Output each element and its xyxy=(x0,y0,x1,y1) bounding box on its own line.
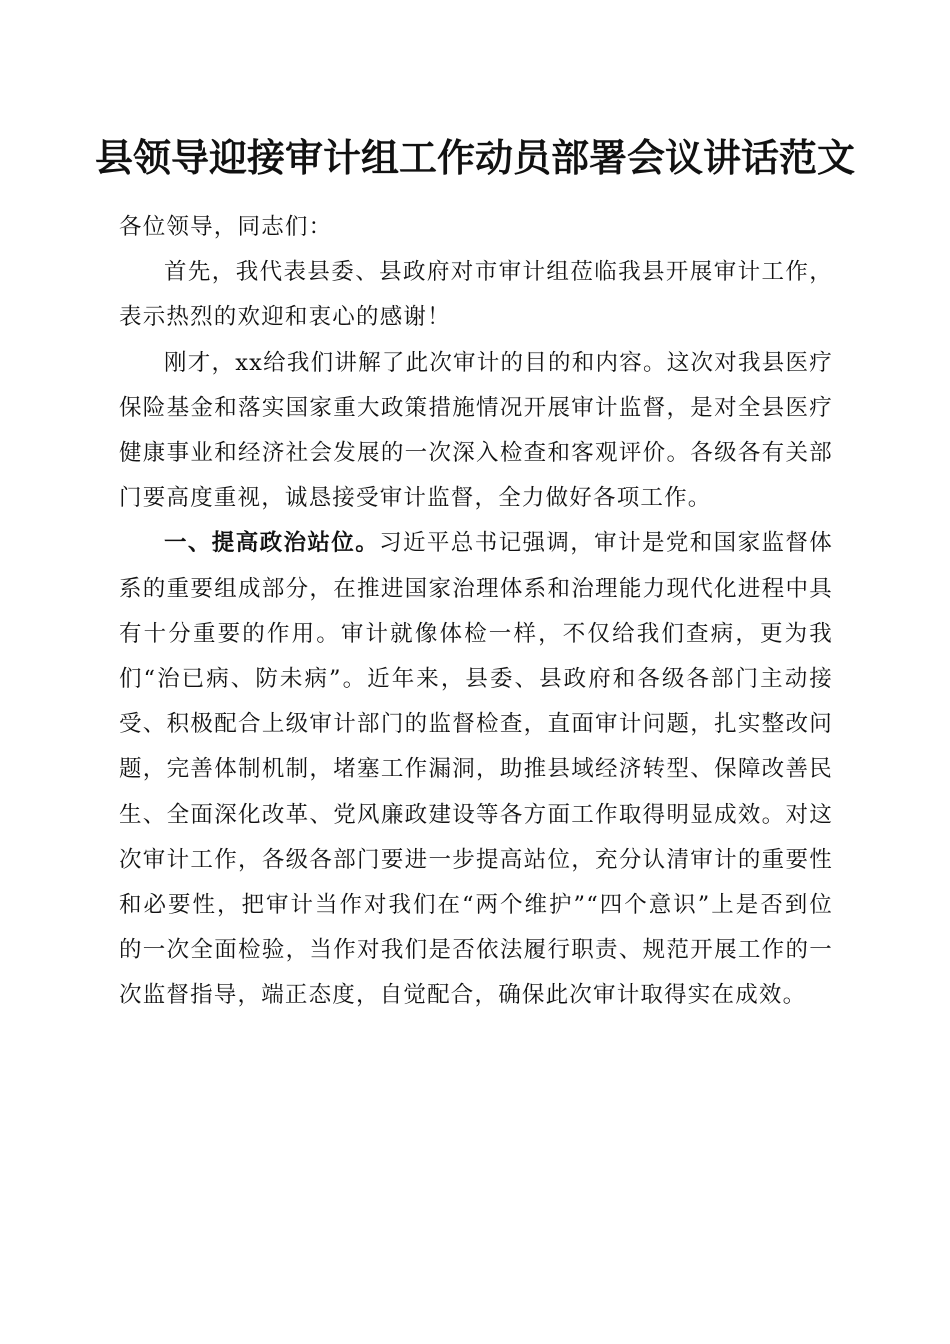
document-title: 县领导迎接审计组工作动员部署会议讲话范文 xyxy=(94,135,855,180)
paragraph-text: 习近平总书记强调，审计是党和国家监督体系的重要组成部分，在推进国家治理体系和治理能力现代化进程中具有十分重要的作用。审计就像体检一样，不仅给我们查病，更为我们“治已病、防未病”。近年来，县委、县政府和各级各部门主动接受、积极配合上级审计部门的监督检查，直面审计问题，扎实整改问题，完善体制机制，堵塞工作漏洞，助推县域经济转型、保障改善民生、全面深化改革、党风廉政建设等各方面工作取得明显成效。对这次审计工作，各级各部门要进一步提高站位，充分认清审计的重要性和必要性，把审计当作对我们在“两个维护”“四个意识”上是否到位的一次全面检验，当作对我们是否依法履行职责、规范开展工作的一次监督指导，端正态度，自觉配合，确保此次审计取得实在成效。 xyxy=(119,530,833,1009)
section-heading: 一、提高政治站位。 xyxy=(164,530,380,557)
paragraph-section-one xyxy=(119,521,833,1018)
salutation: 各位领导，同志们： xyxy=(119,214,333,240)
paragraph-text: 首先，我代表县委、县政府对市审计组莅临我县开展审计工作，表示热烈的欢迎和衷心的感谢！ xyxy=(119,259,833,331)
paragraph-introduction xyxy=(119,341,833,522)
paragraph-welcome xyxy=(119,250,833,340)
document-body xyxy=(119,205,833,1019)
paragraph-text: 刚才，xx给我们讲解了此次审计的目的和内容。这次对我县医疗保险基金和落实国家重大政策措施情况开展审计监督，是对全县医疗健康事业和经济社会发展的一次深入检查和客观评价。各级各有关部门要高度重视，诚恳接受审计监督，全力做好各项工作。 xyxy=(119,349,833,512)
